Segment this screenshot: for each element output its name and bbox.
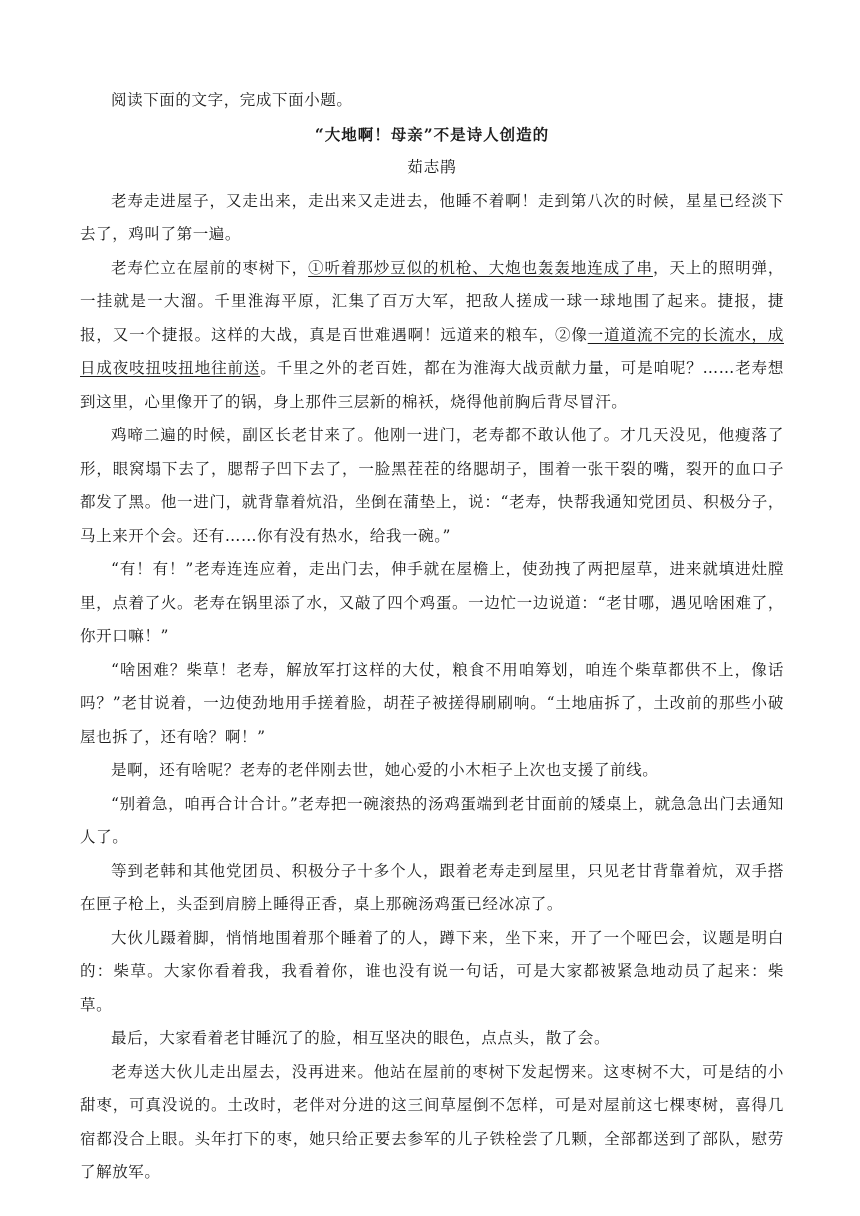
- article-title: “大地啊！母亲”不是诗人创造的: [314, 124, 550, 144]
- paragraph-9: 大伙儿蹑着脚，悄悄地围着那个睡着了的人，蹲下来，坐下来，开了一个哑巴会，议题是明白的：柴草。大家你看着我，我看着你，谁也没有说一句话，可是大家都被紧急地动员了起来：柴草。: [80, 928, 784, 1014]
- paragraph-5: “啥困难？柴草！老寿，解放军打这样的大仗，粮食不用咱筹划，咱连个柴草都供不上，像话吗？”老甘说着，一边使劲地用手搓着脸，胡茬子被搓得刷刷响。“土地庙拆了，土改前的那些小破屋也拆了，还有啥？啊！”: [80, 660, 784, 746]
- paragraph-8: 等到老韩和其他党团员、积极分子十多个人，跟着老寿走到屋里，只见老甘背靠着炕，双手搭在匣子枪上，头歪到肩膀上睡得正香，桌上那碗汤鸡蛋已经冰凉了。: [80, 861, 784, 913]
- paragraph-2-text-b: ，天上的照明弹，一挂就是一大溜。千里淮海平原，汇集了百万大军，把敌人搓成一球一球地围了起来。捷报，捷报，又一个捷报。这样的大战，真是百世难遇啊！远道来的粮车，②像: [80, 258, 785, 344]
- paragraph-4: “有！有！”老寿连连应着，走出门去，伸手就在屋檐上，使劲拽了两把屋草，进来就填进灶膛里，点着了火。老寿在锅里添了水，又敲了四个鸡蛋。一边忙一边说道：“老甘哪，遇见啥困难了，你开口嘛！”: [80, 560, 784, 645]
- article-author: 茹志鹃: [407, 158, 457, 176]
- underlined-sentence-1: ①听着那炒豆似的机枪、大炮也轰轰地连成了串: [308, 258, 653, 277]
- instruction-text: 阅读下面的文字，完成下面小题。: [111, 91, 353, 109]
- paragraph-11: 老寿送大伙儿走出屋去，没再进来。他站在屋前的枣树下发起愣来。这枣树不大，可是结的小甜枣，可真没说的。土改时，老伴对分进的这三间草屋倒不怎样，可是对屋前这七棵枣树，喜得几宿都没合上眼。头年打下的枣，她只给正要去参军的儿子铁栓尝了几颗，全部都送到了部队，慰劳了解放军。: [80, 1062, 784, 1181]
- paragraph-3: 鸡啼二遍的时候，副区长老甘来了。他刚一进门，老寿都不敢认他了。才几天没见，他瘦落了形，眼窝塌下去了，腮帮子凹下去了，一脸黑茬茬的络腮胡子，围着一张干裂的嘴，裂开的血口子都发了黑。他一进门，就背靠着炕沿，坐倒在蒲垫上，说：“老寿，快帮我通知党团员、积极分子，马上来开个会。还有……你有没有热水，给我一碗。”: [80, 426, 784, 545]
- underlined-sentence-2: 一道道流不完的长流水，成日成夜吱扭吱扭地往前送: [80, 325, 784, 377]
- paragraph-1: 老寿走进屋子，又走出来，走出来又走进去，他睡不着啊！走到第八次的时候，星星已经淡下去了，鸡叫了第一遍。: [80, 191, 784, 243]
- document-page: [80, 84, 784, 1190]
- paragraph-2-text-a: 老寿伫立在屋前的枣树下，: [111, 258, 309, 277]
- paragraph-10: 最后，大家看着老甘睡沉了的脸，相互坚决的眼色，点点头，散了会。: [111, 1029, 611, 1047]
- paragraph-7: “别着急，咱再合计合计。”老寿把一碗滚热的汤鸡蛋端到老甘面前的矮桌上，就急急出门去通知人了。: [80, 794, 784, 846]
- paragraph-6: 是啊，还有啥呢？老寿的老伴刚去世，她心爱的小木柜子上次也支援了前线。: [111, 761, 659, 779]
- paragraph-2-text-c: 。千里之外的老百姓，都在为淮海大战贡献力量，可是咱呢？……老寿想到这里，心里像开了的锅，身上那件三层新的棉袄，烧得他前胸后背尽冒汗。: [80, 359, 785, 411]
- paragraph-2: [80, 252, 784, 420]
